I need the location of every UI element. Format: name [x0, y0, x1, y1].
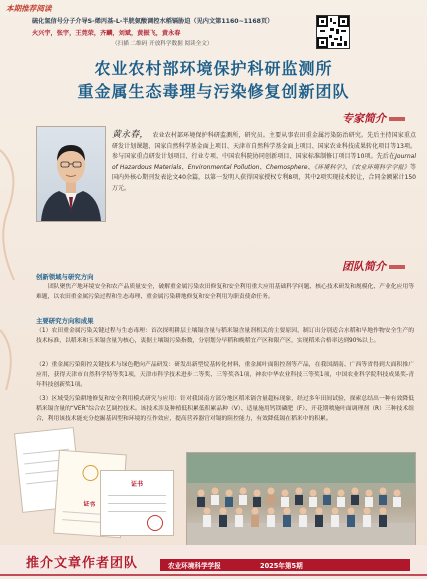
team-section-heading	[342, 258, 408, 274]
subheading-research-field: 创新领域与研究方向	[36, 273, 94, 281]
expert-signature: 黄永春，	[112, 130, 149, 140]
certificate-label: 证书	[83, 500, 96, 509]
footer-journal-bar	[160, 559, 410, 571]
qr-code-icon[interactable]	[316, 15, 350, 49]
article-authors: 火兴宇，张宇，王莞荣，齐麟，刘斌，黄振飞，黄永春	[32, 30, 181, 37]
footer-issue: 2025年第5期	[260, 562, 303, 570]
footer-section-name: 推介文章作者团队	[26, 556, 139, 571]
expert-section-label: 专家简介	[342, 112, 386, 125]
seal-icon	[147, 515, 163, 531]
scan-note: （扫描 二维码 开放科学数据 阅读全文）	[112, 41, 213, 47]
emblem-icon	[82, 464, 99, 481]
research-item-3: （3）区域受污染耕地修复和安全利用模式研究与应用：针对我国南方部分地区稻米镉含量超标现象，经过多年田间试验，探索总结出一种有效降低稻米镉含量的“VER”综合农艺调控技术。该技术涉及种植低积累低积累品种（V）、适量施用钙镁磷肥（F）、开花期喷施叶面调理剂（R）三种技术组合，利用该技术能充分挖掘基因型和环境的互作效应，提高营养器官对镉的阻控能力，有效降低镉在稻米中的积累。	[36, 396, 414, 422]
recommend-label: 本期推荐阅读	[6, 4, 52, 13]
expert-bio-end: 等国内外核心期刊发表论文40余篇，以第一发明人获得国家授权专利8项，其中2项实现技术转让，合同金额累计150万元。	[112, 163, 416, 192]
research-item-2: （2）重金属污染阻控关键技术与绿色靶向产品研发：研发出新型烷基转化材料，重金属叶面阻控剂等产品，在我国湖南、广西等省得到大面积推广应用，获得天津市自然科学特等奖1项，天津市科学技术进步二等奖、三等奖各1项，神农中华农业科技三等奖1项，中国农业科学院科技成果奖-青年科技创新奖1项。	[36, 362, 414, 388]
heading-bar	[389, 117, 405, 121]
team-intro-paragraph: 团队聚焦产地环境安全和农产品质量安全，破解重金属污染农田修复和安全利用重大应用基础科学问题、核心技术研发和规模化、产业化应用等难题，以农田重金属污染过程和生态毒理、重金属污染耕地修复和安全利用为职责使命任务。	[36, 284, 414, 300]
expert-journals: Journal of Hazardous Materials、Environmental Pollution、Chemosphere、《环境科学》、《农业环境科学学报》	[112, 153, 416, 171]
expert-bio-text: 农业农村部环境保护科研监测所，研究员。主要从事农田重金属污染防治研究。先后主持国家重点研发计划课题、国家自然科学基金面上项目、天津市自然科学基金面上项目、国家农业科技成果转化项目等13项。参与国家重点研发计划项目、行业专项、中国农科院协同创新项目、国家标准制修订项目等10项。先后在	[112, 132, 416, 161]
team-group-photo	[186, 452, 416, 546]
certificate-label: 证书	[130, 481, 143, 488]
expert-portrait	[36, 126, 106, 222]
team-title-line1: 农业农村部环境保护科研监测所	[94, 59, 333, 78]
expert-section-heading	[342, 110, 408, 126]
heading-bar	[389, 265, 405, 269]
team-title-line2: 重金属生态毒理与污染修复创新团队	[77, 82, 350, 101]
team-section-label: 团队简介	[342, 260, 386, 273]
footer-journal-name: 农业环境科学学报	[168, 562, 221, 570]
article-title[interactable]: 硫化氢信号分子介导S-烯丙基-L-半胱氨酸调控水稻镉胁迫（见内文第1160~1168页）	[32, 18, 274, 25]
certificate-image	[100, 470, 174, 536]
expert-bio	[112, 130, 416, 195]
research-item-1: （1）农田重金属污染关键过程与生态毒理：首次探明耕层土壤镉含量与稻米镉含量剂相关的主要原因，制订出分别适合水稻和旱地作物安全生产的技术标准，以稻米和玉米镉含量为核心，衷据土壤镉污染指数，分别划分早稻和晚稻宜产区和限产区，实现稻米合格率达到90%以上。	[36, 328, 414, 344]
subheading-research-results: 主要研究方向和成果	[36, 317, 94, 325]
